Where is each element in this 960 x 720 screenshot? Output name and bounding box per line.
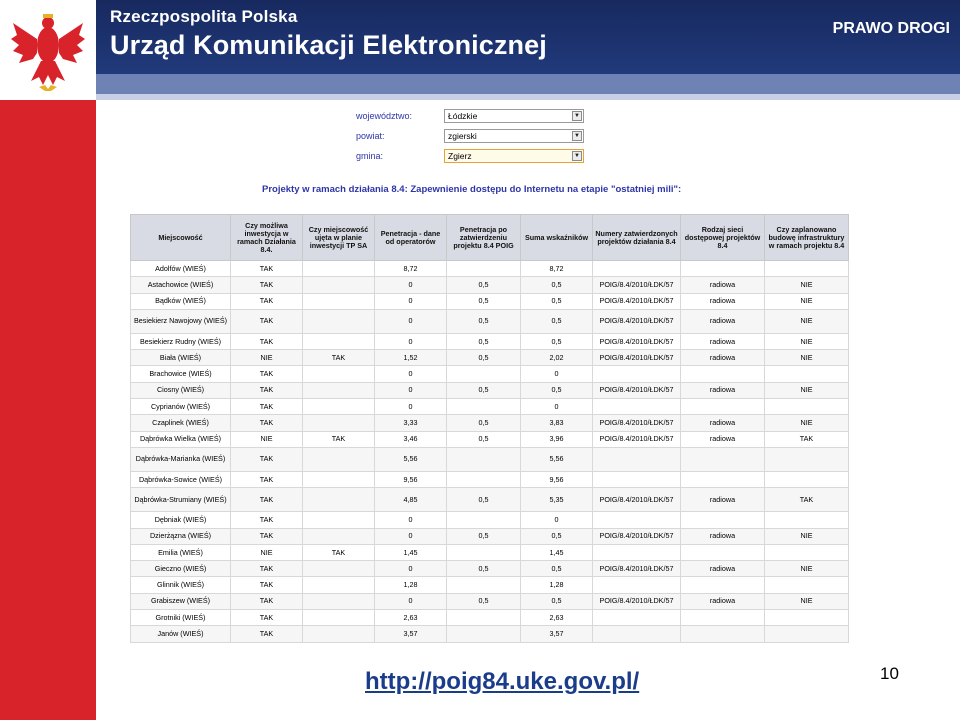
table-cell: 1,28 — [375, 577, 447, 593]
table-cell — [765, 447, 849, 471]
table-cell — [681, 626, 765, 642]
table-cell: POIG/8.4/2010/ŁDK/57 — [593, 309, 681, 333]
table-cell: POIG/8.4/2010/ŁDK/57 — [593, 561, 681, 577]
table-cell — [447, 447, 521, 471]
table-row — [131, 333, 849, 349]
column-header: Rodzaj sieci dostępowej projektów 8.4 — [681, 215, 765, 261]
table-cell — [303, 626, 375, 642]
table-cell: POIG/8.4/2010/ŁDK/57 — [593, 350, 681, 366]
table-cell: 0,5 — [447, 309, 521, 333]
table-cell: 2,63 — [521, 610, 593, 626]
table-cell: radiowa — [681, 415, 765, 431]
table-cell — [447, 399, 521, 415]
table-cell — [303, 261, 375, 277]
table-cell: 1,52 — [375, 350, 447, 366]
table-cell: 0 — [375, 382, 447, 398]
table-cell: radiowa — [681, 277, 765, 293]
table-cell: radiowa — [681, 528, 765, 544]
table-cell: radiowa — [681, 293, 765, 309]
locality-cell: Adolfów (WIEŚ) — [131, 261, 231, 277]
table-cell — [765, 577, 849, 593]
table-cell: 3,57 — [375, 626, 447, 642]
table-cell: 0,5 — [521, 593, 593, 609]
header-stripe — [96, 74, 960, 94]
eagle-emblem-icon — [9, 5, 87, 95]
table-row — [131, 593, 849, 609]
table-cell: 0,5 — [521, 293, 593, 309]
table-cell: NIE — [765, 561, 849, 577]
table-cell: 0,5 — [521, 277, 593, 293]
table-cell: TAK — [231, 382, 303, 398]
table-row — [131, 447, 849, 471]
table-cell — [447, 471, 521, 487]
table-cell: 0 — [375, 277, 447, 293]
table-cell — [303, 366, 375, 382]
table-cell — [447, 610, 521, 626]
table-cell: NIE — [765, 309, 849, 333]
locality-cell: Glinnik (WIEŚ) — [131, 577, 231, 593]
table-cell: 0 — [375, 309, 447, 333]
table-cell: NIE — [765, 415, 849, 431]
table-cell — [303, 528, 375, 544]
table-cell: TAK — [765, 431, 849, 447]
locality-cell: Astachowice (WIEŚ) — [131, 277, 231, 293]
table-cell: 5,35 — [521, 488, 593, 512]
table-row — [131, 366, 849, 382]
table-cell — [303, 610, 375, 626]
table-row — [131, 577, 849, 593]
table-cell — [765, 261, 849, 277]
table-cell: POIG/8.4/2010/ŁDK/57 — [593, 293, 681, 309]
table-cell: TAK — [303, 544, 375, 560]
table-cell: TAK — [231, 366, 303, 382]
table-cell: 0,5 — [521, 528, 593, 544]
table-cell: NIE — [765, 593, 849, 609]
locality-cell: Brachowice (WIEŚ) — [131, 366, 231, 382]
table-cell: NIE — [765, 350, 849, 366]
table-cell: 0,5 — [521, 382, 593, 398]
table-cell: 0,5 — [447, 431, 521, 447]
table-cell — [593, 577, 681, 593]
table-cell: 5,56 — [375, 447, 447, 471]
table-body — [131, 261, 849, 643]
table-cell: 8,72 — [521, 261, 593, 277]
table-cell: 0 — [375, 593, 447, 609]
table-cell: POIG/8.4/2010/ŁDK/57 — [593, 488, 681, 512]
page-number: 10 — [880, 664, 899, 683]
table-cell — [765, 366, 849, 382]
table-cell — [447, 544, 521, 560]
table-cell: 8,72 — [375, 261, 447, 277]
table-cell: 0,5 — [521, 333, 593, 349]
table-cell: NIE — [765, 277, 849, 293]
table-cell: 3,83 — [521, 415, 593, 431]
table-cell — [303, 277, 375, 293]
table-cell — [765, 610, 849, 626]
screenshot-panel — [130, 104, 860, 652]
table-cell: 0,5 — [521, 561, 593, 577]
table-cell: 0 — [521, 366, 593, 382]
table-row — [131, 488, 849, 512]
table-cell: 3,46 — [375, 431, 447, 447]
table-cell: 0,5 — [447, 333, 521, 349]
table-cell: 0 — [375, 561, 447, 577]
header-right-label: PRAWO DROGI — [832, 20, 950, 37]
table-cell: TAK — [231, 333, 303, 349]
select-value: Zgierz — [448, 151, 472, 161]
table-cell — [303, 309, 375, 333]
table-cell: TAK — [303, 350, 375, 366]
locality-cell: Grabiszew (WIEŚ) — [131, 593, 231, 609]
footer-url-link[interactable]: http://poig84.uke.gov.pl/ — [365, 668, 640, 695]
table-row — [131, 561, 849, 577]
filter-label: gmina: — [356, 151, 384, 161]
table-cell — [681, 366, 765, 382]
table-row — [131, 350, 849, 366]
table-cell: NIE — [765, 333, 849, 349]
column-header: Miejscowość — [131, 215, 231, 261]
table-row — [131, 610, 849, 626]
table-cell: radiowa — [681, 382, 765, 398]
table-cell — [303, 382, 375, 398]
table-cell: 3,57 — [521, 626, 593, 642]
table-cell — [765, 544, 849, 560]
table-cell: TAK — [231, 561, 303, 577]
table-cell — [303, 512, 375, 528]
table-cell — [593, 471, 681, 487]
table-cell — [303, 488, 375, 512]
table-cell — [303, 561, 375, 577]
county-select[interactable] — [444, 129, 584, 143]
table-cell: 0,5 — [447, 528, 521, 544]
table-cell: POIG/8.4/2010/ŁDK/57 — [593, 415, 681, 431]
locality-cell: Dąbrówka-Sowice (WIEŚ) — [131, 471, 231, 487]
table-cell: 0,5 — [521, 309, 593, 333]
table-cell — [765, 471, 849, 487]
table-cell — [447, 512, 521, 528]
left-red-band — [0, 0, 96, 720]
table-cell: 0 — [521, 512, 593, 528]
table-row — [131, 471, 849, 487]
table-cell — [593, 447, 681, 471]
table-cell — [593, 366, 681, 382]
table-cell: 0,5 — [447, 561, 521, 577]
table-row — [131, 382, 849, 398]
chevron-down-icon[interactable]: ▼ — [572, 151, 582, 161]
filter-commune — [356, 148, 584, 164]
emblem — [0, 0, 96, 100]
table-cell: TAK — [231, 528, 303, 544]
table-cell: 0,5 — [447, 277, 521, 293]
locality-cell: Ciosny (WIEŚ) — [131, 382, 231, 398]
table-cell: TAK — [303, 431, 375, 447]
header-stripe-light — [96, 94, 960, 100]
table-row — [131, 626, 849, 642]
table-cell: radiowa — [681, 488, 765, 512]
table-cell — [681, 261, 765, 277]
table-cell — [303, 447, 375, 471]
table-row — [131, 512, 849, 528]
table-cell: 0 — [375, 399, 447, 415]
table-cell: 3,96 — [521, 431, 593, 447]
header-office-name: Urząd Komunikacji Elektronicznej — [110, 30, 547, 60]
locality-cell: Besiekierz Rudny (WIEŚ) — [131, 333, 231, 349]
section-title: Projekty w ramach działania 8.4: Zapewnienie dostępu do Internetu na etapie "ostatniej mili": — [262, 184, 682, 195]
table-cell — [765, 626, 849, 642]
locality-cell: Dębniak (WIEŚ) — [131, 512, 231, 528]
locality-cell: Dzierżązna (WIEŚ) — [131, 528, 231, 544]
projects-table — [130, 214, 849, 643]
locality-cell: Biała (WIEŚ) — [131, 350, 231, 366]
table-cell — [447, 577, 521, 593]
locality-cell: Dąbrówka Wielka (WIEŚ) — [131, 431, 231, 447]
filter-voivodeship — [356, 108, 584, 124]
table-cell — [303, 333, 375, 349]
table-cell: TAK — [231, 399, 303, 415]
table-cell — [681, 399, 765, 415]
table-cell: NIE — [231, 544, 303, 560]
table-cell — [593, 626, 681, 642]
filter-label: powiat: — [356, 131, 385, 141]
locality-cell: Emilia (WIEŚ) — [131, 544, 231, 560]
table-cell — [303, 399, 375, 415]
table-cell: TAK — [231, 512, 303, 528]
table-cell: NIE — [765, 293, 849, 309]
table-cell: TAK — [231, 293, 303, 309]
locality-cell: Cyprianów (WIEŚ) — [131, 399, 231, 415]
table-cell — [593, 544, 681, 560]
table-row — [131, 293, 849, 309]
table-cell: 5,56 — [521, 447, 593, 471]
table-row — [131, 431, 849, 447]
table-cell — [681, 471, 765, 487]
table-cell: POIG/8.4/2010/ŁDK/57 — [593, 382, 681, 398]
table-header-row — [131, 215, 849, 261]
table-cell: TAK — [231, 447, 303, 471]
table-cell: radiowa — [681, 431, 765, 447]
table-cell: 0 — [375, 293, 447, 309]
table-cell: NIE — [231, 431, 303, 447]
table-cell — [447, 626, 521, 642]
table-cell: POIG/8.4/2010/ŁDK/57 — [593, 528, 681, 544]
table-cell — [303, 415, 375, 431]
column-header: Czy zaplanowano budowę infrastruktury w ramach projektu 8.4 — [765, 215, 849, 261]
select-value: zgierski — [448, 131, 477, 141]
column-header: Penetracja - dane od operatorów — [375, 215, 447, 261]
table-cell: TAK — [231, 415, 303, 431]
locality-cell: Gieczno (WIEŚ) — [131, 561, 231, 577]
table-cell — [303, 471, 375, 487]
locality-cell: Grotniki (WIEŚ) — [131, 610, 231, 626]
table-row — [131, 544, 849, 560]
table-cell: 0,5 — [447, 415, 521, 431]
table-cell: TAK — [231, 577, 303, 593]
table-cell — [765, 399, 849, 415]
column-header: Numery zatwierdzonych projektów działania 8.4 — [593, 215, 681, 261]
locality-cell: Dąbrówka-Marianka (WIEŚ) — [131, 447, 231, 471]
table-cell: NIE — [231, 350, 303, 366]
locality-cell: Besiekierz Nawojowy (WIEŚ) — [131, 309, 231, 333]
table-cell — [681, 512, 765, 528]
table-cell: 1,45 — [521, 544, 593, 560]
filter-label: województwo: — [356, 111, 413, 121]
table-cell: radiowa — [681, 561, 765, 577]
column-header: Penetracja po zatwierdzeniu projektu 8.4 POIG — [447, 215, 521, 261]
column-header: Czy miejscowość ujęta w planie inwestycji TP SA — [303, 215, 375, 261]
table-cell: 0 — [375, 366, 447, 382]
table-cell: TAK — [231, 471, 303, 487]
chevron-down-icon[interactable]: ▼ — [572, 111, 582, 121]
table-cell: 0 — [375, 333, 447, 349]
table-cell: 0 — [375, 528, 447, 544]
table-cell: 1,45 — [375, 544, 447, 560]
select-value: Łódzkie — [448, 111, 478, 121]
table-cell: 0,5 — [447, 350, 521, 366]
table-cell — [303, 577, 375, 593]
table-cell: 2,02 — [521, 350, 593, 366]
table-cell: 0 — [521, 399, 593, 415]
table-cell: NIE — [765, 528, 849, 544]
locality-cell: Bądków (WIEŚ) — [131, 293, 231, 309]
voivodeship-select[interactable] — [444, 109, 584, 123]
table-cell — [593, 610, 681, 626]
locality-cell: Dąbrówka-Strumiany (WIEŚ) — [131, 488, 231, 512]
table-cell — [765, 512, 849, 528]
table-cell: 4,85 — [375, 488, 447, 512]
table-cell: radiowa — [681, 333, 765, 349]
table-cell: radiowa — [681, 593, 765, 609]
table-cell: TAK — [231, 488, 303, 512]
table-cell: TAK — [231, 261, 303, 277]
table-cell: 2,63 — [375, 610, 447, 626]
table-cell: POIG/8.4/2010/ŁDK/57 — [593, 431, 681, 447]
table-cell: TAK — [231, 277, 303, 293]
table-cell — [447, 366, 521, 382]
table-cell — [447, 261, 521, 277]
table-cell: 0,5 — [447, 593, 521, 609]
table-cell: 9,56 — [375, 471, 447, 487]
table-cell: POIG/8.4/2010/ŁDK/57 — [593, 593, 681, 609]
table-row — [131, 528, 849, 544]
table-cell: 0,5 — [447, 293, 521, 309]
table-cell: 1,28 — [521, 577, 593, 593]
table-cell — [681, 447, 765, 471]
table-row — [131, 309, 849, 333]
table-cell — [303, 293, 375, 309]
table-cell: TAK — [231, 610, 303, 626]
table-row — [131, 261, 849, 277]
table-cell: 9,56 — [521, 471, 593, 487]
table-cell — [681, 577, 765, 593]
table-cell: 0,5 — [447, 382, 521, 398]
filter-county — [356, 128, 584, 144]
table-cell: POIG/8.4/2010/ŁDK/57 — [593, 333, 681, 349]
locality-cell: Czaplinek (WIEŚ) — [131, 415, 231, 431]
locality-cell: Janów (WIEŚ) — [131, 626, 231, 642]
table-cell — [593, 261, 681, 277]
table-cell: NIE — [765, 382, 849, 398]
table-cell — [681, 544, 765, 560]
table-row — [131, 277, 849, 293]
table-cell: TAK — [231, 309, 303, 333]
column-header: Czy możliwa inwestycja w ramach Działania 8.4. — [231, 215, 303, 261]
table-cell — [681, 610, 765, 626]
table-cell: 3,33 — [375, 415, 447, 431]
table-cell: radiowa — [681, 350, 765, 366]
commune-select[interactable] — [444, 149, 584, 163]
table-cell: TAK — [765, 488, 849, 512]
chevron-down-icon[interactable]: ▼ — [572, 131, 582, 141]
table-cell: POIG/8.4/2010/ŁDK/57 — [593, 277, 681, 293]
table-cell: TAK — [231, 626, 303, 642]
table-cell: 0 — [375, 512, 447, 528]
table-row — [131, 415, 849, 431]
table-cell — [593, 399, 681, 415]
header-country: Rzeczpospolita Polska — [110, 7, 298, 26]
column-header: Suma wskaźników — [521, 215, 593, 261]
table-cell: TAK — [231, 593, 303, 609]
table-cell: 0,5 — [447, 488, 521, 512]
table-cell — [593, 512, 681, 528]
table-row — [131, 399, 849, 415]
table-cell: radiowa — [681, 309, 765, 333]
table-cell — [303, 593, 375, 609]
